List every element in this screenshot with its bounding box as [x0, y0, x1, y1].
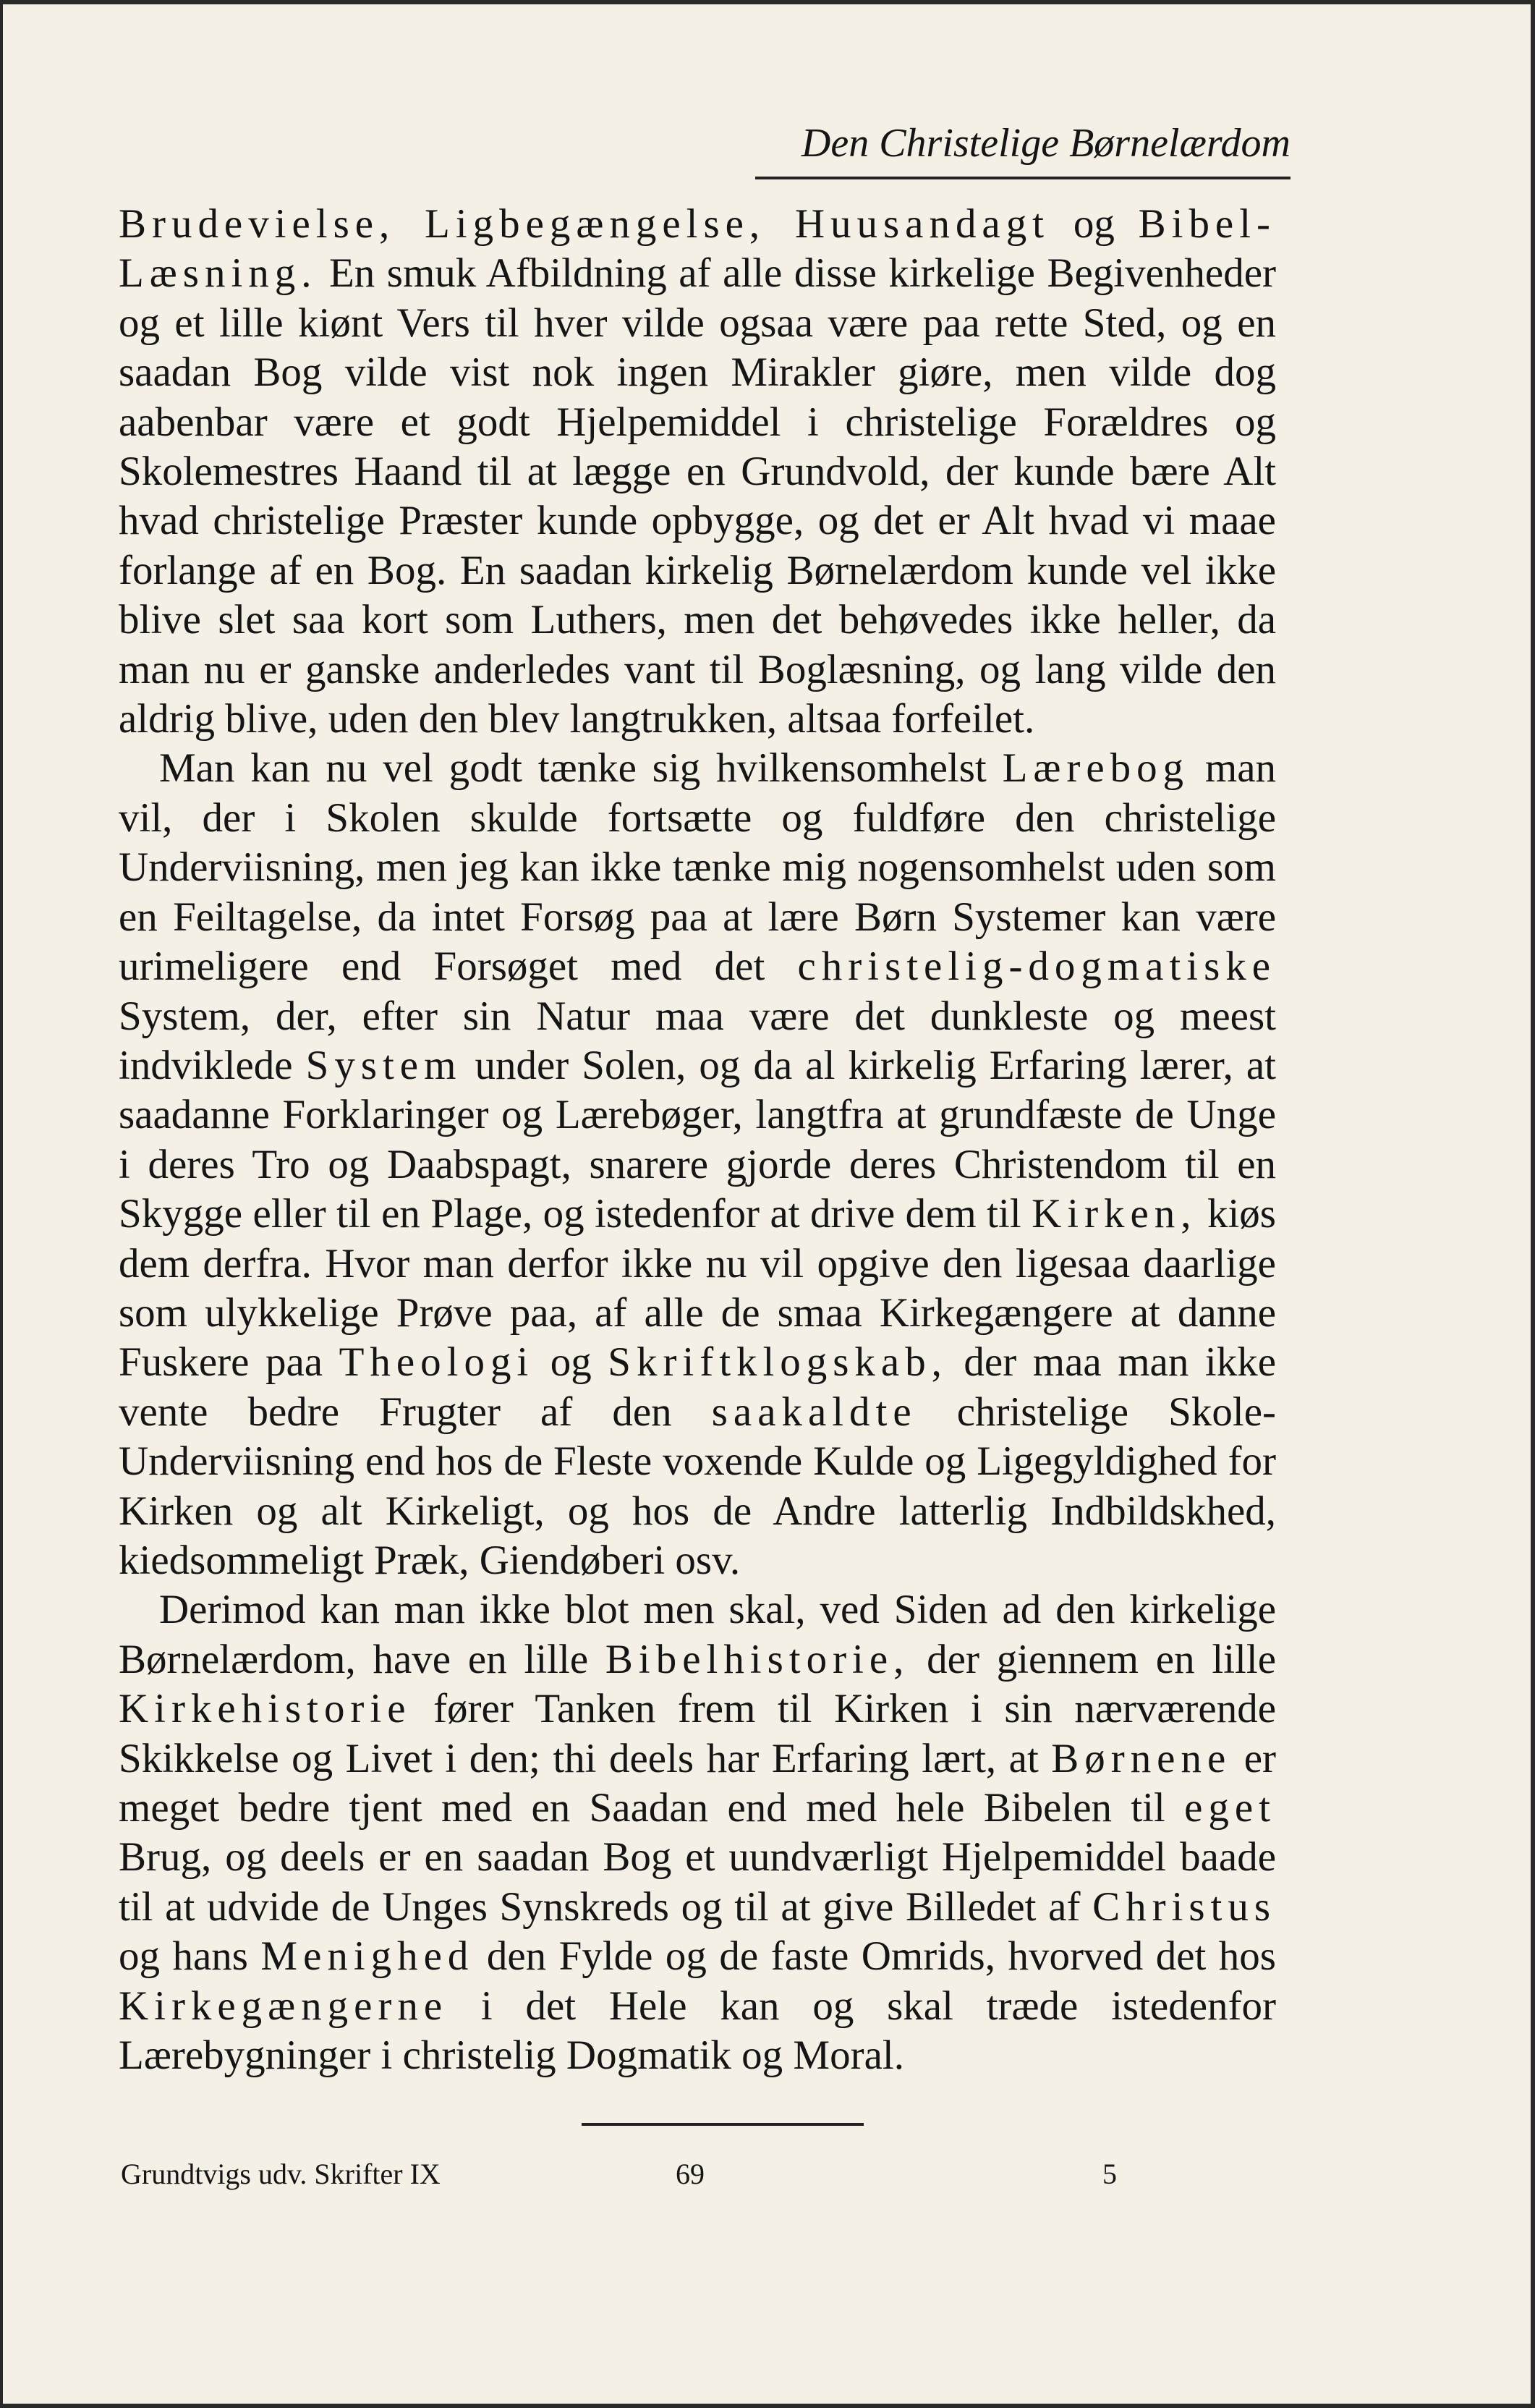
footer-sheet-number: 5: [1102, 2158, 1117, 2190]
text-run: og hans: [119, 1933, 261, 1980]
spaced-emphasis: christelig-dogmatiske: [797, 944, 1276, 990]
text-run: fører Tanken frem til Kirken i sin nærværende Skikkelse og Livet i den; thi deels har Erfaring lært, at: [119, 1686, 1276, 1781]
text-run: En smuk Afbildning af alle disse kirkelige Begivenheder og et lille kiønt Vers til hver vilde ogsaa være paa rette Sted, og en saadan Bog vilde vist nok ingen Mirakler giøre, men vilde dog aabenbar være et godt Hjelpemiddel i christelige Forældres og Skolemestres Haand til at lægge en Grundvold, der kunde bære Alt hvad christelige Præster kunde opbygge, og det er Alt hvad vi maae forlange af en Bog. En saadan kirkelig Børnelærdom kunde vel ikke blive slet saa kort som Luthers, men det behøvedes ikke heller, da man nu er ganske anderledes vant til Boglæsning, og lang vilde den aldrig blive, uden den blev langtrukken, altsaa forfeilet.: [119, 250, 1276, 742]
spaced-emphasis: Skriftklogskab,: [608, 1339, 948, 1386]
spaced-emphasis: Kirken,: [1032, 1191, 1197, 1237]
text-run: kiøs dem derfra. Hvor man derfor ikke nu vil opgive den ligesaa daarlige som ulykkelige Prøve paa, af alle de smaa Kirkegængere at danne Fuskere paa: [119, 1191, 1276, 1386]
footer-page-number: 69: [676, 2158, 705, 2190]
text-run: der maa man ikke vente bedre Frugter af den: [119, 1339, 1276, 1435]
spaced-emphasis: Kirkegængerne: [119, 1983, 448, 2029]
text-run: er meget bedre tjent med en Saadan end med hele Bibelen til: [119, 1735, 1276, 1831]
spaced-emphasis: Brudevielse, Ligbegængelse, Huusandagt: [119, 201, 1050, 247]
spaced-emphasis: Christus: [1092, 1883, 1276, 1930]
text-run: Derimod kan man ikke blot men skal, ved Siden ad den kirkelige Børnelærdom, have en lille: [119, 1587, 1276, 1682]
text-run: under Solen, og da al kirkelig Erfaring lærer, at saadanne Forklaringer og Lærebøger, langtfra at grundfæste de Unge i deres Tro og Daabspagt, snarere gjorde deres Christendom til en Skygge eller til en Plage, og istedenfor at drive dem til: [119, 1042, 1276, 1237]
spaced-emphasis: Menighed: [260, 1933, 475, 1980]
spaced-emphasis: Lærebog: [1002, 745, 1190, 792]
spaced-emphasis: saakaldte: [711, 1389, 917, 1435]
text-run: System, der, efter sin Natur maa være det dunkleste og meest indviklede: [119, 993, 1276, 1088]
paragraph-3: [119, 1585, 1276, 2080]
paragraph-1: [119, 200, 1276, 744]
text-run: Brug, og deels er en saadan Bog et uundværligt Hjelpemiddel baade til at udvide de Unges Synskreds og til at give Billedet af: [119, 1834, 1276, 1930]
text-run: Man kan nu vel godt tænke sig hvilkensomhelst: [159, 745, 1003, 792]
text-run: der giennem en lille: [909, 1636, 1277, 1682]
spaced-emphasis: Børnene: [1051, 1735, 1232, 1781]
text-run: man vil, der i Skolen skulde fortsætte og fuldføre den christelige Underviisning, men jeg kan ikke tænke mig nogensomhelst uden som en Feiltagelse, da intet Forsøg paa at lære Børn Systemer kan være urimeligere end Forsøget med det: [119, 745, 1276, 990]
running-header: Den Christelige Børnelærdom: [755, 120, 1290, 179]
spaced-emphasis: Bibelhistorie,: [605, 1636, 910, 1682]
footer-rule: [582, 2123, 864, 2126]
footer-signature: Grundtvigs udv. Skrifter IX: [121, 2158, 441, 2190]
paragraph-2: [119, 744, 1276, 1585]
text-run: i det Hele kan og skal træde istedenfor Lærebygninger i christelig Dogmatik og Moral.: [119, 1983, 1276, 2079]
text-run: og: [1050, 201, 1139, 247]
spaced-emphasis: eget: [1184, 1785, 1276, 1831]
body-text: [119, 200, 1276, 2080]
text-run: den Fylde og de faste Omrids, hvorved det hos: [474, 1933, 1276, 1980]
text-run: og: [534, 1339, 608, 1386]
spaced-emphasis: Bibel-Læsning.: [119, 201, 1276, 297]
spaced-emphasis: Theologi: [339, 1339, 535, 1386]
text-run: christelige Skole-Underviisning end hos de Fleste voxende Kulde og Ligegyldighed for Kirken og alt Kirkeligt, og hos de Andre latterlig Indbildskhed, kiedsommeligt Præk, Giendøberi osv.: [119, 1389, 1276, 1583]
spaced-emphasis: Kirkehistorie: [119, 1686, 412, 1732]
spaced-emphasis: System: [305, 1042, 462, 1088]
